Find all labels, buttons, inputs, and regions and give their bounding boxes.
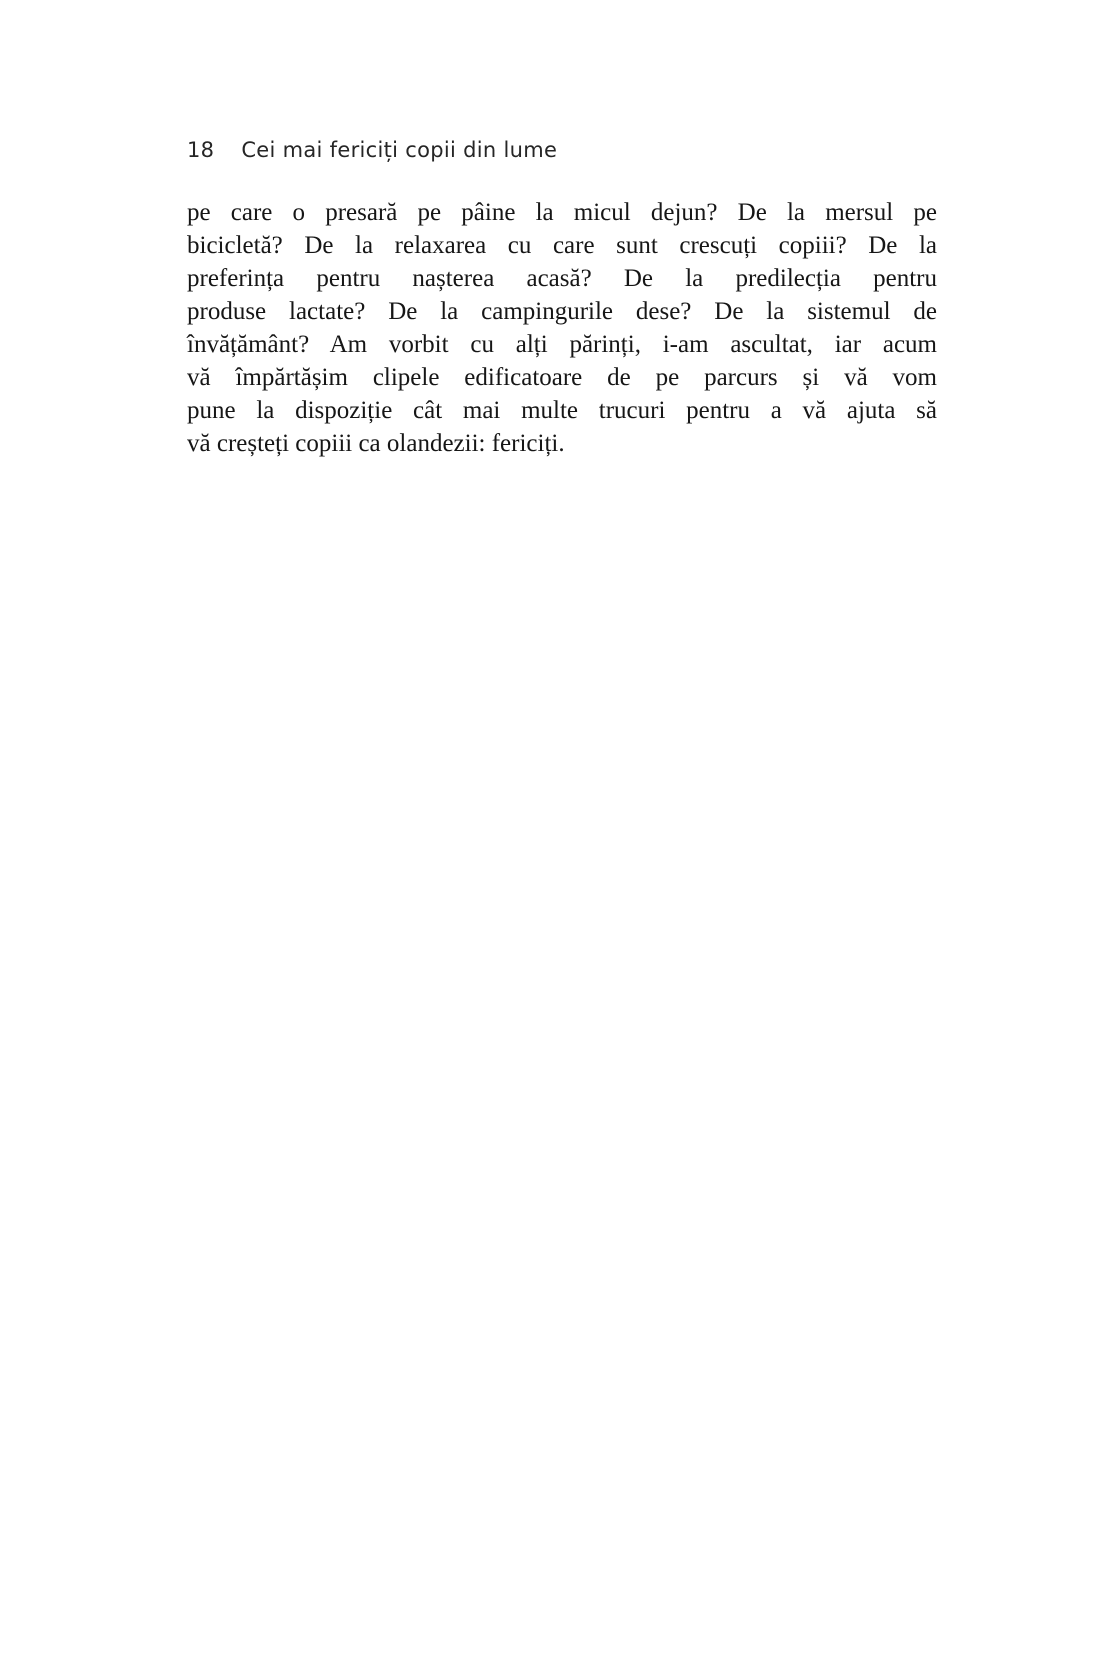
text-line: produse lactate? De la campingurile dese? De la sistemul de <box>187 298 937 325</box>
book-title: Cei mai fericiți copii din lume <box>241 138 558 162</box>
text-line: pe care o presară pe pâine la micul dejun? De la mersul pe <box>187 199 937 226</box>
text-line: bicicletă? De la relaxarea cu care sunt crescuți copiii? De la <box>187 232 937 259</box>
text-line: învățământ? Am vorbit cu alți părinți, i-am ascultat, iar acum <box>187 331 937 358</box>
running-header <box>187 138 557 162</box>
text-line: vă creșteți copiii ca olandezii: fericiți. <box>187 430 565 457</box>
text-line: pune la dispoziție cât mai multe trucuri pentru a vă ajuta să <box>187 397 937 424</box>
text-line: vă împărtășim clipele edificatoare de pe parcurs și vă vom <box>187 364 937 391</box>
page-number: 18 <box>187 138 215 162</box>
body-paragraph <box>187 196 937 460</box>
text-line: preferința pentru nașterea acasă? De la predilecția pentru <box>187 265 937 292</box>
